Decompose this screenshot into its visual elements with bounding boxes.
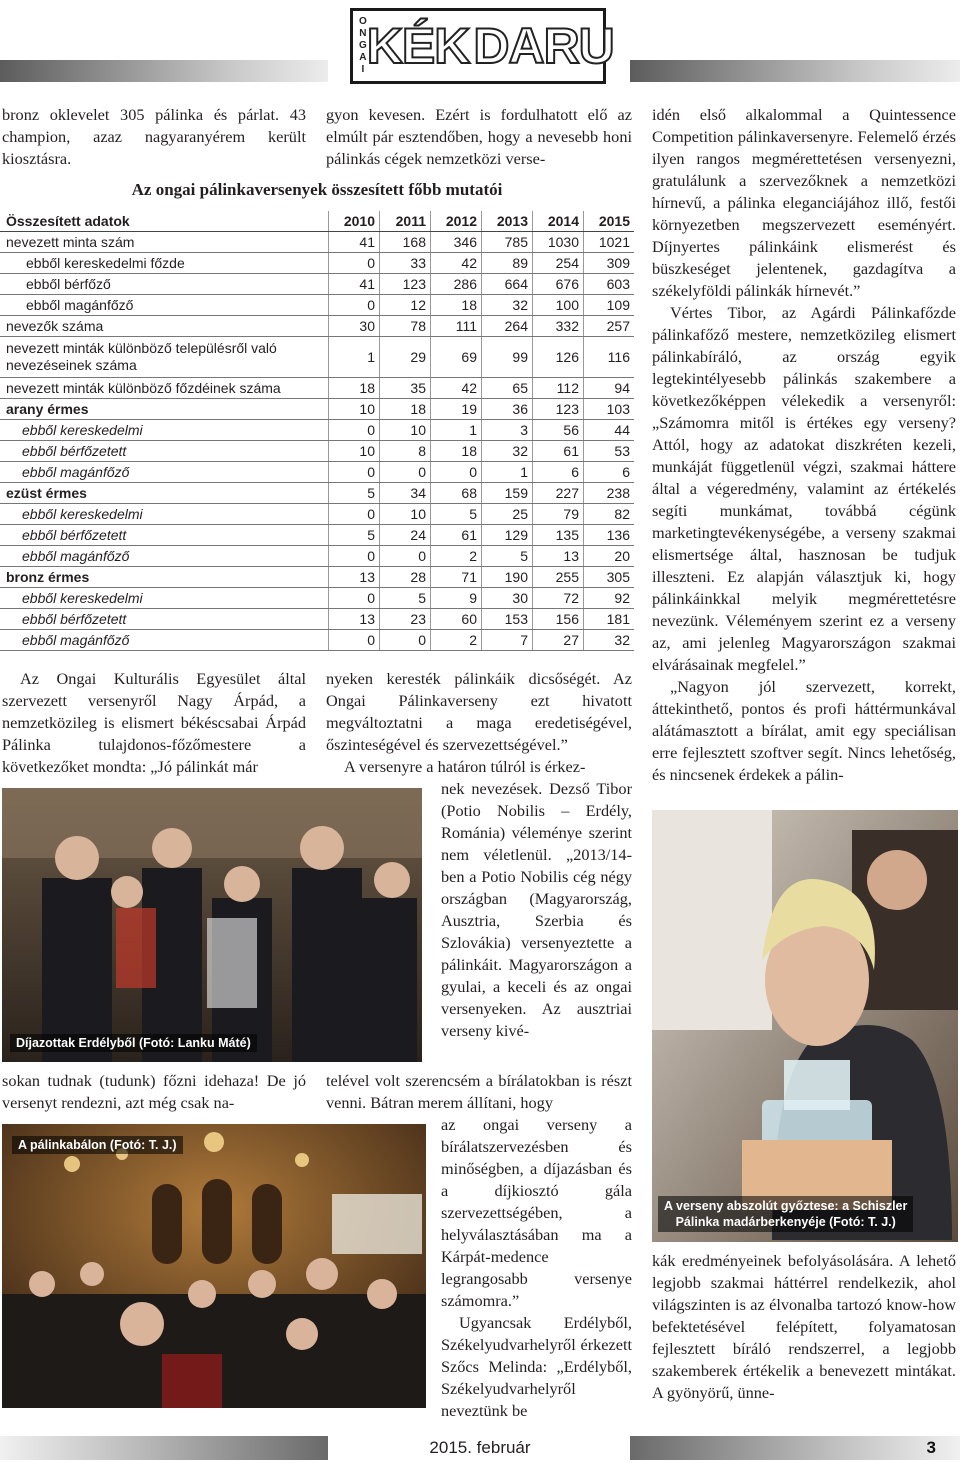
- row-value: 0: [329, 462, 380, 483]
- row-label: nevezett minták különböző főzdéinek száma: [0, 378, 329, 399]
- row-value: 0: [329, 253, 380, 274]
- table-row: [0, 420, 634, 441]
- table-row: [0, 525, 634, 546]
- row-value: 5: [482, 546, 533, 567]
- row-value: 5: [380, 588, 431, 609]
- row-label: arany érmes: [0, 399, 329, 420]
- table-row: [0, 232, 634, 253]
- row-value: 71: [431, 567, 482, 588]
- row-value: 676: [533, 274, 584, 295]
- row-value: 5: [329, 483, 380, 504]
- col3-bottom-text: kák eredményeinek befolyásolására. A lehető legjobb szakmai háttérrel rendelkezik, ahol világszinten is az élvonalba tartozó know-how befektetésével felépített, folyamatosan fejlesztett bíráló rendszerrel, a legjobb szakemberek értékelik a benevezett mintákat. A gyönyörű, ünne-: [652, 1251, 956, 1402]
- row-value: 32: [482, 441, 533, 462]
- photo-winner-image: [652, 810, 958, 1242]
- row-value: 305: [584, 567, 635, 588]
- table-row: [0, 399, 634, 420]
- col1-mid-text: Az Ongai Kulturális Egyesület által szervezett versenyről Nagy Árpád, a nemzetközileg is elismert békéscsabai Árpád Pálinka tulajdonos-főzőmestere a következőket mondta: „Jó pálinkát már: [2, 669, 306, 776]
- row-value: 34: [380, 483, 431, 504]
- logo-letter: O: [359, 16, 367, 27]
- row-value: 60: [431, 609, 482, 630]
- row-label: ebből magánfőző: [0, 546, 329, 567]
- row-value: 664: [482, 274, 533, 295]
- row-value: 238: [584, 483, 635, 504]
- row-value: 112: [533, 378, 584, 399]
- photo-ball-image: [2, 1124, 426, 1408]
- row-value: 10: [329, 441, 380, 462]
- row-value: 0: [380, 462, 431, 483]
- row-value: 27: [533, 630, 584, 651]
- row-value: 3: [482, 420, 533, 441]
- row-value: 94: [584, 378, 635, 399]
- row-value: 32: [584, 630, 635, 651]
- row-value: 12: [380, 295, 431, 316]
- row-value: 103: [584, 399, 635, 420]
- table-row: [0, 337, 634, 378]
- row-value: 123: [533, 399, 584, 420]
- row-label: ebből bérfőzetett: [0, 525, 329, 546]
- photo-awardees: [2, 788, 422, 1062]
- row-value: 10: [380, 420, 431, 441]
- row-value: 0: [329, 504, 380, 525]
- table-row: [0, 567, 634, 588]
- row-value: 30: [329, 316, 380, 337]
- row-value: 135: [533, 525, 584, 546]
- row-value: 1: [431, 420, 482, 441]
- row-label: ezüst érmes: [0, 483, 329, 504]
- row-value: 0: [380, 630, 431, 651]
- row-value: 6: [584, 462, 635, 483]
- row-value: 18: [380, 399, 431, 420]
- row-value: 18: [431, 295, 482, 316]
- page-number: 3: [926, 1438, 936, 1457]
- row-value: 8: [380, 441, 431, 462]
- header-cell: Összesített adatok: [0, 211, 329, 232]
- row-value: 346: [431, 232, 482, 253]
- row-value: 78: [380, 316, 431, 337]
- row-value: 30: [482, 588, 533, 609]
- table-row: [0, 588, 634, 609]
- row-value: 10: [380, 504, 431, 525]
- row-value: 116: [584, 337, 635, 378]
- row-value: 255: [533, 567, 584, 588]
- row-label: ebből kereskedelmi: [0, 588, 329, 609]
- row-label: ebből magánfőző: [0, 295, 329, 316]
- row-label: bronz érmes: [0, 567, 329, 588]
- row-value: 0: [431, 462, 482, 483]
- row-value: 13: [329, 609, 380, 630]
- table-row: [0, 504, 634, 525]
- table-title: Az ongai pálinkaversenyek összesített főbb mutatói: [131, 180, 503, 199]
- row-value: 0: [329, 420, 380, 441]
- row-value: 109: [584, 295, 635, 316]
- row-value: 785: [482, 232, 533, 253]
- row-value: 153: [482, 609, 533, 630]
- row-value: 2: [431, 546, 482, 567]
- table-row: [0, 546, 634, 567]
- row-value: 68: [431, 483, 482, 504]
- row-value: 13: [533, 546, 584, 567]
- col2-top-text: gyon kevesen. Ezért is fordulhatott elő az elmúlt pár esztendőben, hogy a nevesebb honi pálinkás cégek nemzetközi verse-: [326, 105, 632, 168]
- row-label: ebből magánfőző: [0, 462, 329, 483]
- row-value: 92: [584, 588, 635, 609]
- row-value: 33: [380, 253, 431, 274]
- row-value: 603: [584, 274, 635, 295]
- header-cell: 2014: [533, 211, 584, 232]
- row-value: 29: [380, 337, 431, 378]
- header-cell: 2013: [482, 211, 533, 232]
- caption-winner-line1: A verseny abszolút győztese: a Schiszler: [664, 1199, 908, 1213]
- table-row: [0, 295, 634, 316]
- row-value: 24: [380, 525, 431, 546]
- row-value: 53: [584, 441, 635, 462]
- logo-letter: N: [359, 28, 367, 39]
- row-value: 227: [533, 483, 584, 504]
- row-label: ebből magánfőző: [0, 630, 329, 651]
- row-value: 42: [431, 253, 482, 274]
- row-value: 79: [533, 504, 584, 525]
- col3-text: idén első alkalommal a Quintessence Competition pálinkaversenyre. Felemelő érzés ilyen rangos megmérettetésen versenyezni, gratulálunk a szervezőknek a nemzetközi hírnevű, a pálinka eleganciájához illő, festői környezetben megszervezett eseményért. Díjnyertes pálinkáink elismerést és büszkeséget jelentenek, gazdagítva a székelyföldi pálinkák hírnevét.” Vértes Tibor, az Agárdi Pálinkafőzde pálinkafőző mestere, nemzetközileg elismert pálinkabíráló, az ország egyik legtekintélyesebb pálinkás szakembere a következőképpen vélekedik a versenyről: „Számomra mitől is értékes egy verseny? Attól, hogy az adatokat diszkréten kezeli, munkáját függetlenül végzi, szakmai háttere által a végeredmény, valamint az értékelés segíti munkámat, továbbá cégünk marketingtevékenységébe, a verseny szakmai elismertsége által, hasznosan be tudjuk illeszteni. Ez alapján választjuk ki, hogy pálinkáinkkal melyik megmérettetésre nevezünk. Véleményem szerint ez a verseny az, ami jelenleg Magyarországon szakmai elvárásainak megfelel.” „Nagyon jól szervezett, korrekt, áttekinthető, pontos és profi háttérmunkával alátámasztott a bírálat, amit egy speciálisan erre fejlesztett szoftver segít. Nincs lehetőség, és nincsenek érdekek a pálin-: [652, 105, 956, 784]
- col1-after-photo-text: sokan tudnak (tudunk) főzni idehaza! De jó versenyt rendezni, azt még csak na-: [2, 1071, 306, 1112]
- row-value: 28: [380, 567, 431, 588]
- header-cell: 2015: [584, 211, 635, 232]
- row-value: 2: [431, 630, 482, 651]
- row-value: 7: [482, 630, 533, 651]
- row-value: 0: [329, 546, 380, 567]
- row-label: ebből kereskedelmi főzde: [0, 253, 329, 274]
- row-value: 41: [329, 232, 380, 253]
- row-value: 18: [329, 378, 380, 399]
- row-value: 5: [329, 525, 380, 546]
- footer-bar-right: [630, 1436, 960, 1460]
- row-value: 168: [380, 232, 431, 253]
- row-value: 18: [431, 441, 482, 462]
- row-value: 0: [329, 295, 380, 316]
- table-header-row: [0, 211, 634, 232]
- table-row: [0, 462, 634, 483]
- logo-letter: A: [359, 52, 367, 63]
- row-value: 254: [533, 253, 584, 274]
- logo-letter: I: [361, 64, 365, 75]
- row-value: 23: [380, 609, 431, 630]
- logo-letter: G: [359, 40, 367, 51]
- row-value: 82: [584, 504, 635, 525]
- caption-winner: [658, 1196, 913, 1232]
- table-row: [0, 274, 634, 295]
- row-value: 1: [482, 462, 533, 483]
- header-cell: 2011: [380, 211, 431, 232]
- header-cell: 2012: [431, 211, 482, 232]
- row-value: 159: [482, 483, 533, 504]
- row-label: nevezők száma: [0, 316, 329, 337]
- logo-word-kek: KÉK: [366, 18, 470, 74]
- row-value: 264: [482, 316, 533, 337]
- row-value: 44: [584, 420, 635, 441]
- caption-awardees: Díjazottak Erdélyből (Fotó: Lanku Máté): [10, 1034, 257, 1052]
- footer-date: 2015. február: [429, 1438, 531, 1457]
- row-value: 136: [584, 525, 635, 546]
- row-label: ebből bérfőzetett: [0, 609, 329, 630]
- row-value: 190: [482, 567, 533, 588]
- header-bar-left: [0, 60, 328, 82]
- row-value: 61: [431, 525, 482, 546]
- row-value: 69: [431, 337, 482, 378]
- row-value: 25: [482, 504, 533, 525]
- row-label: nevezett minta szám: [0, 232, 329, 253]
- table-row: [0, 441, 634, 462]
- header-bar-right: [630, 60, 960, 82]
- table-row: [0, 253, 634, 274]
- photo-ball: [2, 1124, 426, 1408]
- caption-winner-line2: Pálinka madárberkenyéje (Fotó: T. J.): [675, 1215, 896, 1229]
- row-value: 0: [329, 588, 380, 609]
- row-value: 129: [482, 525, 533, 546]
- row-value: 100: [533, 295, 584, 316]
- row-value: 0: [329, 630, 380, 651]
- col2-narrow-text-2: az ongai verseny a bírálatszervezésben és minőségben, a díjazásban és a díjkiosztó gála szervezettségében, a helyválasztásában ma a Kárpát-medence legrangosabb versenye számomra.” Ugyancsak Erdélyből, Székelyudvarhelyről érkezett Szőcs Melinda: „Erdélyből, Székelyudvarhelyről neveztünk be: [441, 1115, 632, 1420]
- row-label: ebből bérfőző: [0, 274, 329, 295]
- caption-ball: A pálinkabálon (Fotó: T. J.): [12, 1136, 183, 1154]
- kek-daru-logo: [350, 8, 614, 84]
- row-value: 61: [533, 441, 584, 462]
- stats-table: [0, 211, 634, 651]
- logo-word-daru: DARU: [473, 18, 614, 74]
- col2-wide-text: telével volt szerencsém a bírálatokban is részt venni. Bátran merem állítani, hogy: [326, 1071, 632, 1112]
- row-value: 99: [482, 337, 533, 378]
- row-value: 309: [584, 253, 635, 274]
- row-value: 257: [584, 316, 635, 337]
- row-value: 126: [533, 337, 584, 378]
- row-value: 1021: [584, 232, 635, 253]
- row-value: 41: [329, 274, 380, 295]
- row-value: 181: [584, 609, 635, 630]
- row-value: 42: [431, 378, 482, 399]
- row-value: 9: [431, 588, 482, 609]
- row-label: ebből kereskedelmi: [0, 420, 329, 441]
- row-value: 5: [431, 504, 482, 525]
- row-value: 1: [329, 337, 380, 378]
- row-value: 332: [533, 316, 584, 337]
- row-value: 65: [482, 378, 533, 399]
- row-value: 36: [482, 399, 533, 420]
- row-value: 0: [380, 546, 431, 567]
- row-label: ebből bérfőzetett: [0, 441, 329, 462]
- row-value: 89: [482, 253, 533, 274]
- row-value: 156: [533, 609, 584, 630]
- row-value: 123: [380, 274, 431, 295]
- table-row: [0, 609, 634, 630]
- row-value: 56: [533, 420, 584, 441]
- row-value: 1030: [533, 232, 584, 253]
- logo-ongai-letters: [359, 16, 367, 76]
- photo-awardees-image: [2, 788, 422, 1062]
- row-value: 10: [329, 399, 380, 420]
- col1-top-text: bronz oklevelet 305 pálinka és párlat. 43 champion, azaz nagyaranyérem került kiosztásra.: [2, 105, 306, 168]
- row-label: ebből kereskedelmi: [0, 504, 329, 525]
- footer-bar-left: [0, 1436, 328, 1460]
- photo-winner: [652, 810, 958, 1242]
- table-row: [0, 630, 634, 651]
- row-value: 111: [431, 316, 482, 337]
- table-row: [0, 316, 634, 337]
- row-value: 32: [482, 295, 533, 316]
- col2-narrow-text: nek nevezések. Dezső Tibor (Potio Nobilis – Erdély, Románia) véleménye szerint nem véletlenül. „2013/14-ben a Potio Nobilis cég négy országban (Magyarország, Ausztria, Szerbia és Szlovákia) versenyeztette a pálinkáit. Magyarországon a gyulai, a keceli és az ongai versenyeken. Az ausztriai verseny kivé-: [441, 779, 632, 1040]
- col2-mid-text: nyeken keresték pálinkáik dicsőségét. Az Ongai Pálinkaverseny ezt hivatott megváltoztatni a maga eredetiségével, őszinteségével és szervezettségével.” A versenyre a határon túlról is érkez-: [326, 669, 632, 776]
- row-value: 35: [380, 378, 431, 399]
- row-value: 286: [431, 274, 482, 295]
- row-value: 13: [329, 567, 380, 588]
- row-value: 72: [533, 588, 584, 609]
- row-label: nevezett minták különböző településről való nevezéseinek száma: [0, 337, 329, 378]
- table-row: [0, 378, 634, 399]
- header-cell: 2010: [329, 211, 380, 232]
- row-value: 19: [431, 399, 482, 420]
- row-value: 6: [533, 462, 584, 483]
- row-value: 20: [584, 546, 635, 567]
- table-row: [0, 483, 634, 504]
